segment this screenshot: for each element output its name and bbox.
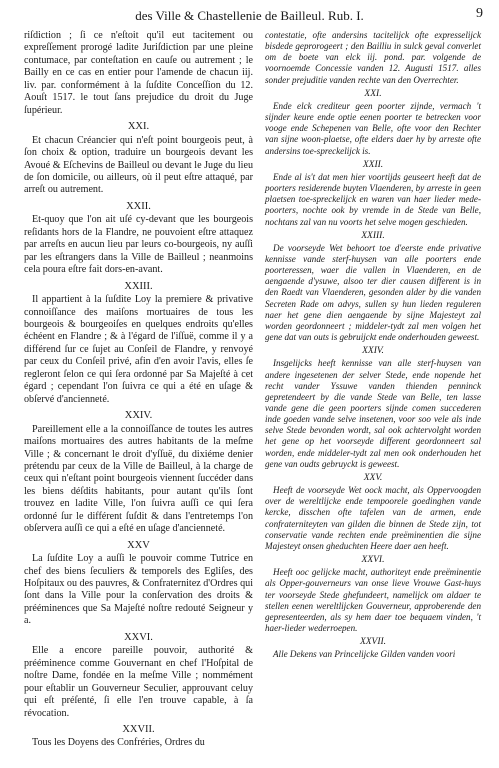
article-number: XXIV.: [124, 410, 153, 422]
article-paragraph: Heeft de voorseyde Wet oock macht, als Oppervoogden over de wereltlijcke ende tempoorele goedinghen vande kercke, disschen ofte tafelen van de armen, ende confraterniteyten van gilden die binnen de Stede zijn, tot conservatie vande rechten ende preëminentien die sijne Majesteyt onsen gheduchten Heere daer aen heeft.: [265, 485, 481, 551]
french-column: [24, 30, 253, 750]
article-number: XXVII.: [122, 724, 155, 736]
article-paragraph: Et chacun Créancier qui n'eſt point bourgeois peut, à ſon choix & option, traduire un bourgeois devant les Avoué & Eſchevins de Bailleul ou devant le Juge du lieu de ſon domicile, ou ailleurs, où il peut eſtre attaqué, par arreſt ou autrement.: [24, 134, 253, 196]
article-number: XXI.: [127, 121, 150, 133]
article-paragraph: De voorseyde Wet behoort toe d'eerste ende privative kennisse vande sterf-huysen van alle poorters ende poorteressen, waer die vallen in Vlaenderen, en de aengaende d'ysuwe, alsoo ter dier causen different is in den Raedt van Vlaenderen, gesonden alder by die vanden Secreten Rade om advys, sullen sy hun lieden reguleren naer het gene dien aengaende by sijne Majesteyt zal worden geordonneert ; middeler-tydt zal men volgen het gene dat van outs is gebruijckt ende onderhouden geweest.: [265, 242, 481, 343]
article-paragraph: contestatie, ofte andersins tacitelijck ofte expresselijck bisdede geprorogeert ; den Bailliu in sulck geval converlet om de boete van elck iij. pond. par. volgende de voornoemde Concessie vanden 12. Augusti 1517. alles sonder prejuditie vanden rechte van den Overrechter.: [265, 30, 481, 85]
article-paragraph: riſdiction ; ſi ce n'eſtoit qu'il eut tacitement ou expreſſement prorogé ladite Juriſdiction par une pleine contumace, par conteſtation en cauſe ou autrement ; le Bailly en ce cas en entier pour l'amende de chacun iij. liv. par. conformément à la ſuſdite Conceſſion du 12. Aouſt 1517. le tout ſans prejudice du droit du Juge ſupérieur.: [24, 30, 253, 116]
article-number: XXIII.: [361, 230, 385, 241]
running-title: des Ville & Chastellenie de Bailleul. Rub. I.: [135, 8, 364, 23]
article-number: XXV.: [363, 472, 383, 483]
page-header: [0, 6, 499, 26]
article-paragraph: Pareillement elle a la connoiſſance de toutes les autres maiſons mortuaires des autres habitants de la meſme Ville ; & concernant le droit d'yſſuë, du dixiéme denier prétendu par ceux de la Ville de Bailleul, à la charge de ceux qui n'eſtant point bourgeois viennent ſuccéder dans les biens déſdits habitants, pour autant qu'ils ſont trouvez en ladite Ville, l'on ſuivra auſſi ce qui ſera ordonné ſur le différent ſuſdit & dans l'entretemps l'on obſervera auſſi ce qui a eſté en uſage d'ancienneté.: [24, 423, 253, 535]
article-paragraph: Elle a encore pareille pouvoir, authorité & prééminence comme Gouvernant en chef l'Hoſpital de noſtre Dame, fondée en la meſme Ville ; nommément pour eſtablir un Gouverneur Seculier, approuvant celuy qui eſt préſenté, ſi elle l'en trouve capable, à ſa révocation.: [24, 645, 253, 719]
article-paragraph: Heeft ooc gelijcke macht, authoriteyt ende preëminentie als Opper-gouverneurs van onse lieve Vrouwe Gast-huys ter voorseyde Stede ghefundeert, namelijck om aldaer te stellen eenen wereltlijcken Gouverneur, approberende den gepresenteerden, als sy hem daer toe bequaem vinden, 't haer-lieder wederroepen.: [265, 567, 481, 633]
article-paragraph: Insgelijcks heeft kennisse van alle sterf-huysen van andere ingesetenen der selver Stede, ende nopende het recht vander Yssuwe vanden thienden penninck gepretendeert by die vande Stede van Belle, ten lasse vande gene die geen poorters sijnde comen succederen inde goeden vande selve insetenen, voor soo vele als inde selve Stede bevonden wordt, sal ook achtervolght worden het gene op het voorseyde different geordonneert sal worden, ende middeler-tydt zal men ook onderhouden het gene van oudts gebruyckt is geweest.: [265, 358, 481, 469]
article-number: XXII.: [362, 159, 384, 170]
article-paragraph: Ende al is't dat men hier voortijds geuseert heeft dat de poorters residerende buyten Vlaenderen, by arreste in geen plaetsen toe-spreckelijck en waren van haer lieder mede-poorters, nochte ook by vremde in de Stede van Belle, nochtans zal van nu voorts het selve mogen geschieden.: [265, 171, 481, 227]
page-number: 9: [476, 6, 483, 21]
article-paragraph: Il appartient à la ſuſdite Loy la premiere & privative connoiſſance des maiſons mortuaires de tous les bourgeois & bourgeoiſes en quelques endroits qu'elles échéent en Flandre ; & à l'égard de l'iſſuë, comme il y a différend ſur ce ſujet au Conſeil de Flandre, y renvoyé par ceux du Conſeil privé, afin d'en avoir l'avis, elles ſe regleront ſelon ce qui ſera ordonné par Sa Majeſté à cet égard ; cependant l'on ſuivra ce qui a été en uſage & obſervé d'ancienneté.: [24, 294, 253, 405]
article-paragraph: La ſuſdite Loy a auſſi le pouvoir comme Tutrice en chef des biens ſeculiers & temporels des Egliſes, des Hoſpitaux ou des pauvres, & Confraternitez d'Ordres qui ſont dans la Ville pour la conſervation des droits & prééminences que Sa Majeſté noſtre redouté Seigneur y a.: [24, 553, 253, 627]
flemish-column: [265, 30, 481, 750]
article-paragraph: Et-quoy que l'on ait uſé cy-devant que les bourgeois reſidants hors de la Flandre, ne pouvoient eſtre attaquez par arreſts en aucun lieu par leurs co-bourgeois, ny auſſi par les eſtrangers dans la Ville de Bailleul ; neanmoins cela poura eſtre fait dors-en-avant.: [24, 214, 253, 276]
article-number: XXVI.: [361, 555, 385, 566]
article-paragraph: Alle Dekens van Princelijcke Gilden vanden voori: [273, 649, 456, 660]
article-number: XXIV.: [362, 346, 384, 357]
article-number: XXI.: [364, 88, 382, 99]
article-number: XXIII.: [124, 280, 153, 292]
article-number: XXVII.: [359, 637, 387, 648]
article-paragraph: Ende elck crediteur geen poorter zijnde, vermach 't sijnder keure ende optie eenen poorter te betrecken voor vooge ende Schepenen van Belle, ofte voor den Rechter van sijne woon-plaetse, ofte elders daer hy by arreste ofte andersins toe-spreckelijck is.: [265, 100, 481, 156]
article-number: XXVI.: [124, 631, 153, 643]
article-number: XXV: [127, 539, 150, 551]
article-number: XXII.: [126, 200, 151, 212]
article-paragraph: Tous les Doyens des Confréries, Ordres du: [32, 737, 205, 749]
